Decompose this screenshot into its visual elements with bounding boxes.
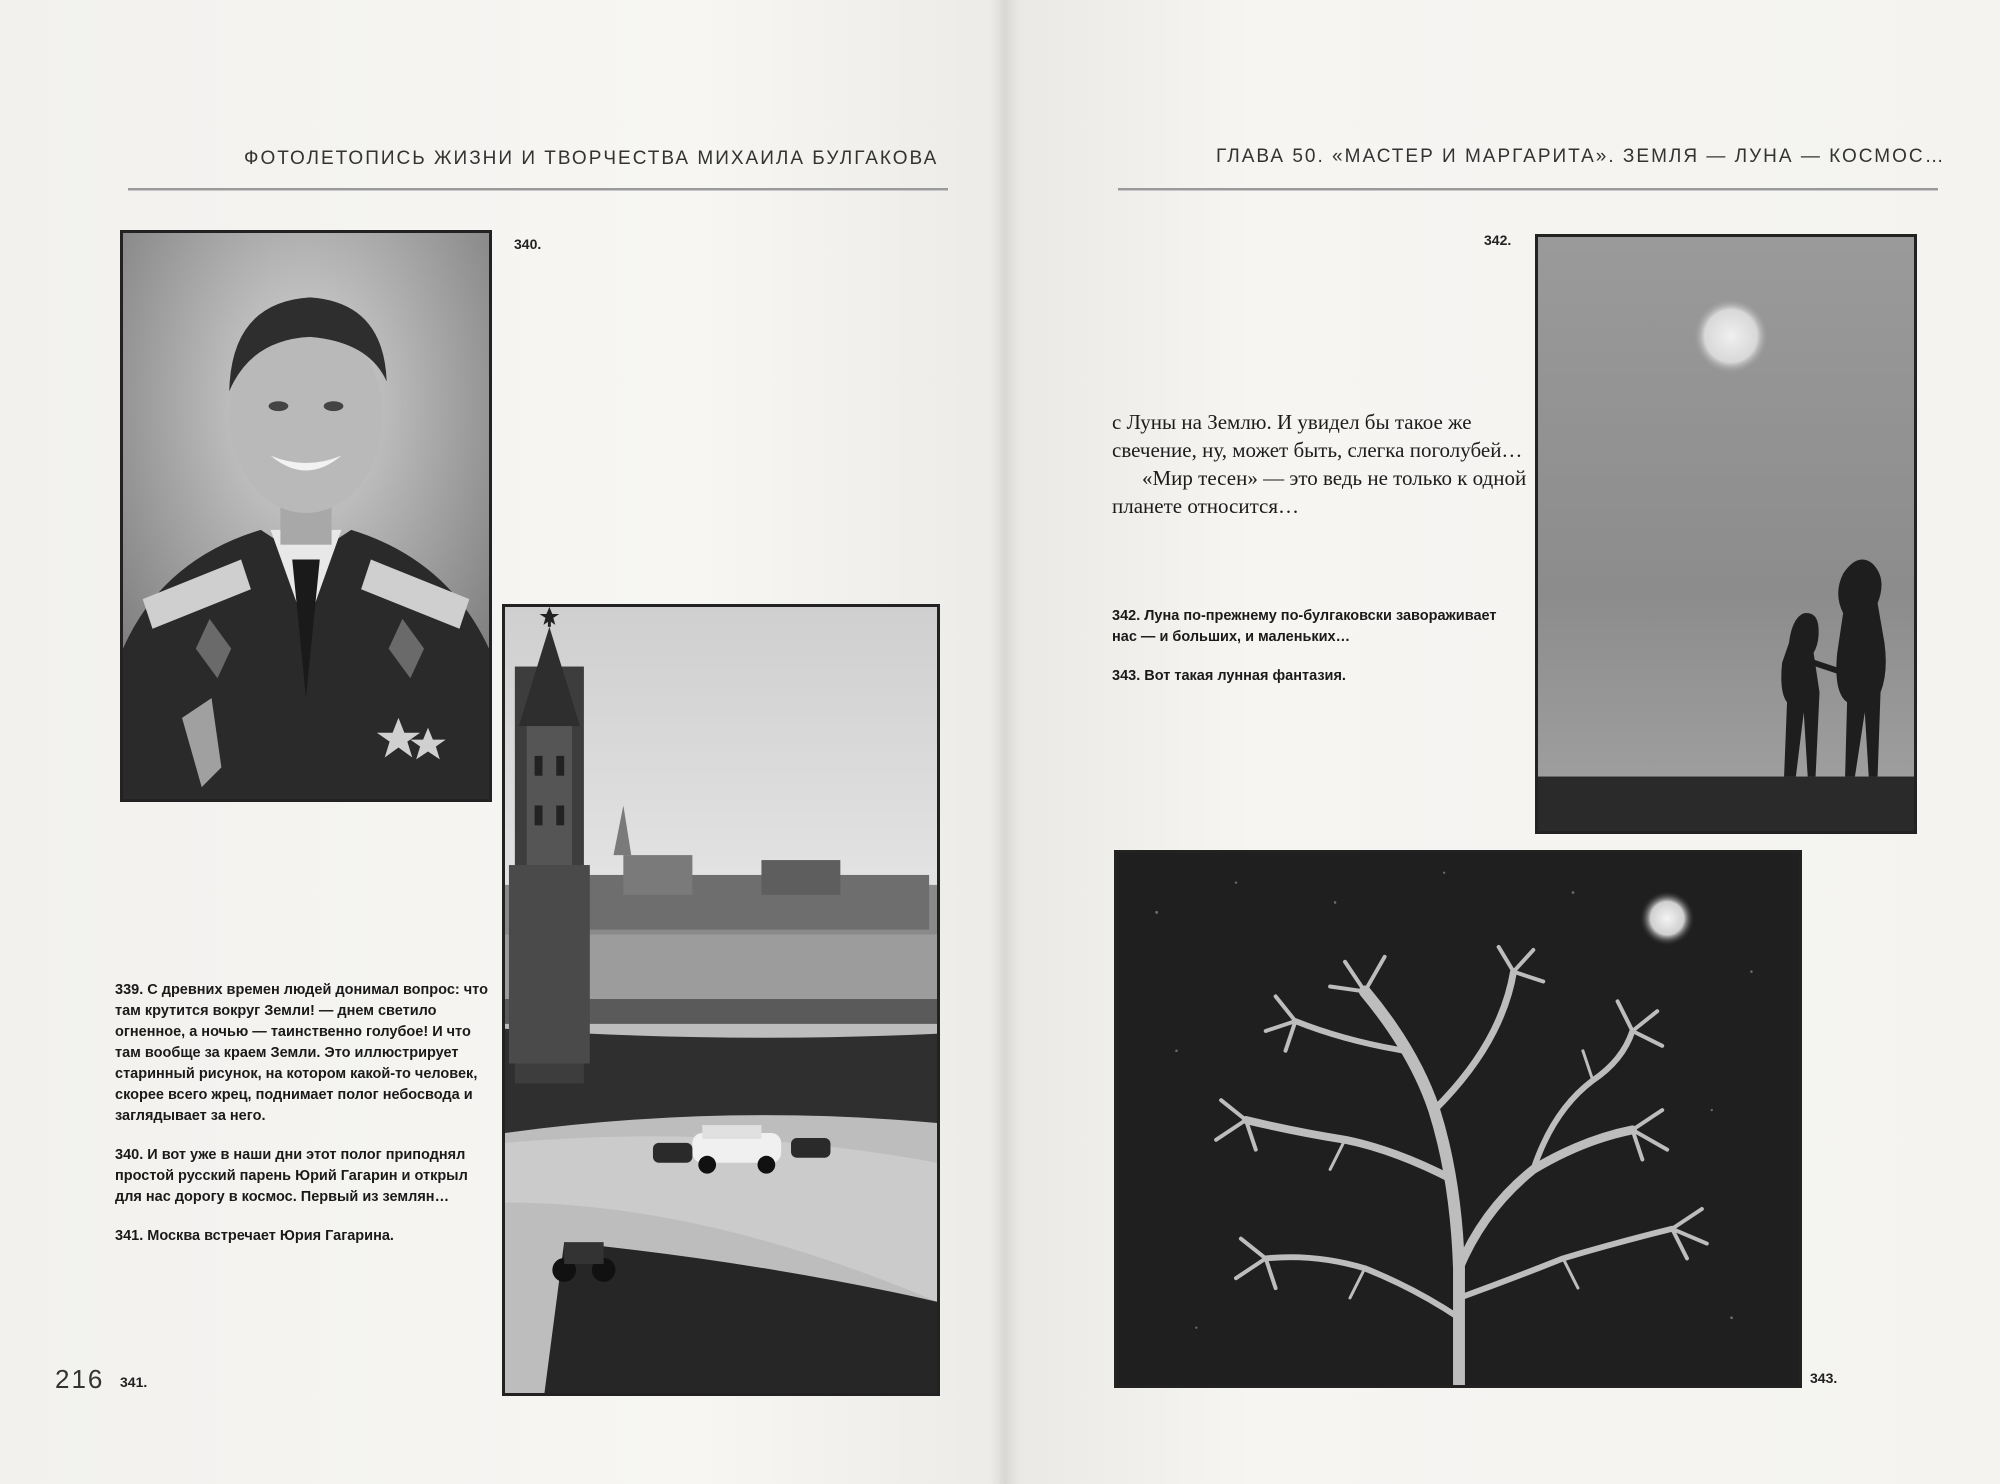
photo-341-moscow	[502, 604, 940, 1396]
photo-343-tree-fantasy	[1114, 850, 1802, 1388]
left-header-rule	[128, 188, 948, 191]
photo-341-label: 341.	[120, 1374, 148, 1390]
photo-343-label: 343.	[1810, 1370, 1838, 1386]
right-captions	[1112, 606, 1512, 705]
left-running-head: ФОТОЛЕТОПИСЬ ЖИЗНИ И ТВОРЧЕСТВА МИХАИЛА БУЛГАКОВА	[244, 148, 939, 169]
caption-340: 340. И вот уже в наши дни этот полог приподнял простой русский парень Юрий Гагарин и открыл для нас дорогу в космос. Первый из землян…	[115, 1147, 468, 1205]
moscow-image	[505, 607, 937, 1393]
caption-342: 342. Луна по-прежнему по-булгаковски завораживает нас — и больших, и маленьких…	[1112, 608, 1497, 645]
moon-children-image	[1538, 237, 1914, 831]
body-paragraph-1: с Луны на Землю. И увидел бы такое же свечение, ну, может быть, слегка поголубей…	[1112, 410, 1523, 462]
photo-342-moon-children	[1535, 234, 1917, 834]
right-running-head: ГЛАВА 50. «МАСТЕР И МАРГАРИТА». ЗЕМЛЯ — ЛУНА — КОСМОС…	[1216, 146, 1946, 167]
photo-340-portrait	[120, 230, 492, 802]
book-spine-shadow	[990, 0, 1020, 1484]
left-captions	[115, 980, 490, 1265]
tree-fantasy-image	[1117, 853, 1799, 1385]
caption-341: 341. Москва встречает Юрия Гагарина.	[115, 1228, 394, 1244]
right-header-rule	[1118, 188, 1938, 191]
caption-343: 343. Вот такая лунная фантазия.	[1112, 668, 1346, 684]
photo-340-label: 340.	[514, 236, 542, 252]
right-body-text	[1112, 408, 1530, 520]
photo-342-label: 342.	[1484, 232, 1512, 248]
body-paragraph-2: «Мир тесен» — это ведь не только к одной планете относится…	[1112, 466, 1527, 518]
portrait-image	[123, 233, 489, 799]
caption-339: 339. С древних времен людей донимал вопрос: что там крутится вокруг Земли! — днем светило огненное, а ночью — таинственно голубое! И что там вообще за краем Земли. Это иллюстрирует старинный рисунок, на котором какой-то человек, скорее всего жрец, поднимает полог небосвода и заглядывает за него.	[115, 982, 488, 1124]
page-number: 216	[55, 1364, 105, 1394]
right-page	[1000, 0, 2000, 1484]
